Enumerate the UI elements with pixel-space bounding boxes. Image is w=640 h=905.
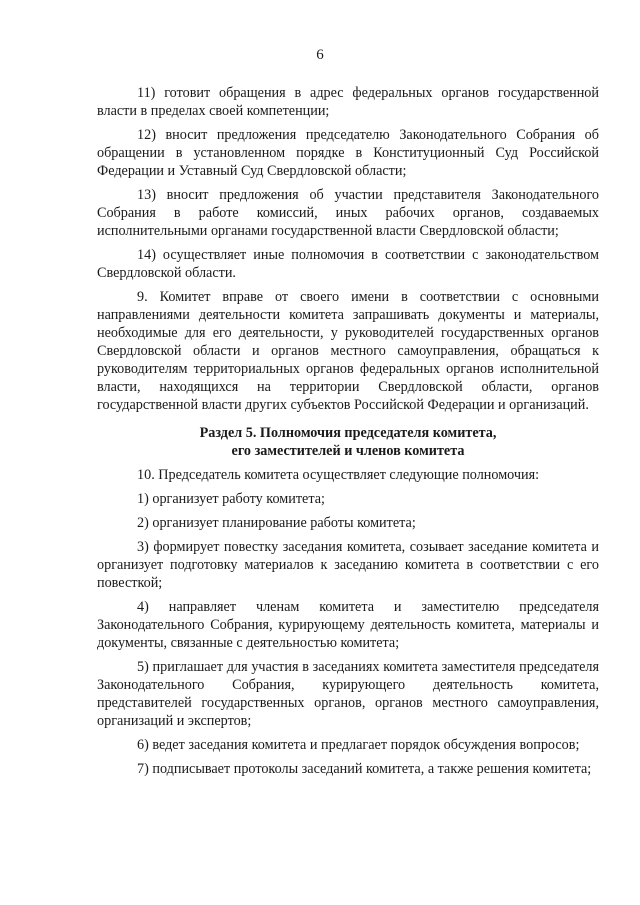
power-3: 3) формирует повестку заседания комитета, созывает заседание комитета и организует подготовку материалов к заседанию комитета в соответствии с его повесткой; <box>97 539 599 591</box>
section-5-heading <box>97 424 599 460</box>
document-body <box>97 84 599 784</box>
item-11: 11) готовит обращения в адрес федеральных органов государственной власти в пределах своей компетенции; <box>97 85 599 119</box>
power-6: 6) ведет заседания комитета и предлагает порядок обсуждения вопросов; <box>137 737 580 753</box>
clause-10: 10. Председатель комитета осуществляет следующие полномочия: <box>137 467 540 483</box>
page-number: 6 <box>316 47 324 63</box>
item-13: 13) вносит предложения об участии представителя Законодательного Собрания в работе комиссий, иных рабочих органов, создаваемых исполнительными органами государственной власти Свердловской области; <box>97 187 599 239</box>
power-2: 2) организует планирование работы комитета; <box>137 515 416 531</box>
item-12: 12) вносит предложения председателю Законодательного Собрания об обращении в установленном порядке в Конституционный Суд Российской Федерации и Уставный Суд Свердловской области; <box>97 127 599 179</box>
section-heading-line-1: Раздел 5. Полномочия председателя комитета, <box>199 425 497 441</box>
power-1: 1) организует работу комитета; <box>137 491 325 507</box>
clause-9: 9. Комитет вправе от своего имени в соответствии с основными направлениями деятельности комитета запрашивать документы и материалы, необходимые для его деятельности, у руководителей государственных органов Свердловской области и органов местного самоуправления, обращаться к руководителям территориальных органов федеральных органов исполнительной власти, находящихся на территории Свердловской области, органов государственной власти других субъектов Российской Федерации и организаций. <box>97 289 599 413</box>
section-heading-line-2: его заместителей и членов комитета <box>231 443 465 459</box>
item-14: 14) осуществляет иные полномочия в соответствии с законодательством Свердловской области. <box>97 247 599 281</box>
power-7: 7) подписывает протоколы заседаний комитета, а также решения комитета; <box>137 761 592 777</box>
power-4: 4) направляет членам комитета и заместителю председателя Законодательного Собрания, курирующему деятельность комитета, материалы и документы, связанные с деятельностью комитета; <box>97 599 599 651</box>
power-5: 5) приглашает для участия в заседаниях комитета заместителя председателя Законодательного Собрания, курирующего деятельность комитета, представителей государственных органов, органов местного самоуправления, организаций и экспертов; <box>97 659 599 729</box>
